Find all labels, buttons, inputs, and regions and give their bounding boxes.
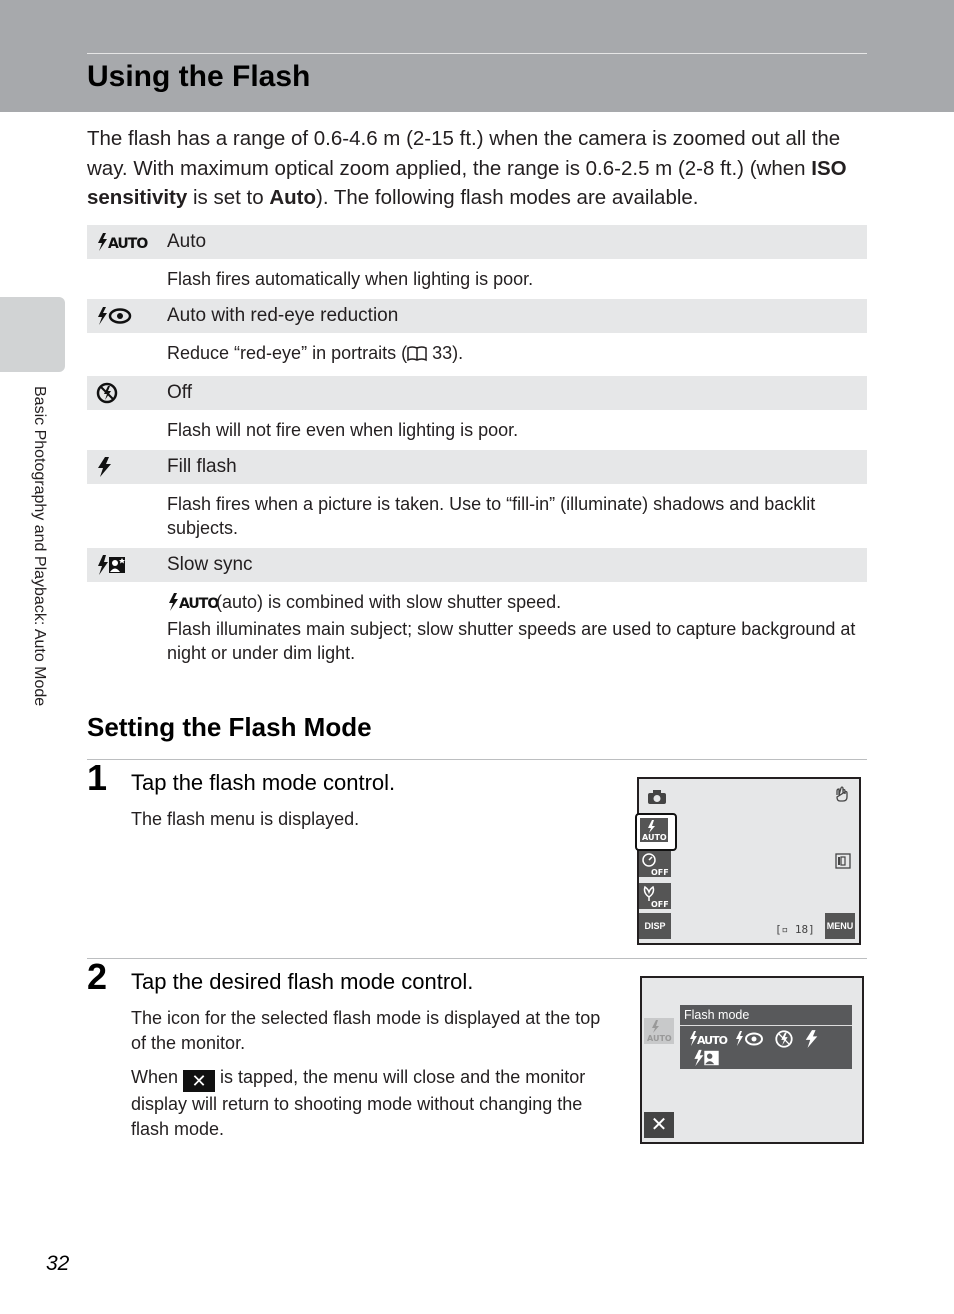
display-control[interactable]: DISP bbox=[639, 913, 671, 939]
page-title: Using the Flash bbox=[87, 60, 311, 93]
fill-flash-icon bbox=[87, 450, 167, 484]
chapter-label: Basic Photography and Playback: Auto Mode bbox=[31, 386, 48, 707]
intro-text-3: ). The following flash modes are available. bbox=[316, 186, 699, 209]
option-red-eye[interactable] bbox=[734, 1030, 764, 1053]
touch-shooting-icon bbox=[833, 785, 851, 808]
step-2-text-2 bbox=[131, 1065, 601, 1142]
mode-row-slow-sync bbox=[87, 548, 867, 582]
option-flash-off[interactable] bbox=[774, 1029, 794, 1054]
flash-auto-icon bbox=[167, 593, 219, 617]
mode-name-slow-sync: Slow sync bbox=[167, 554, 253, 575]
option-fill-flash[interactable] bbox=[804, 1029, 820, 1054]
step-1-number: 1 bbox=[87, 757, 108, 798]
flash-auto-icon bbox=[640, 818, 668, 842]
counter-bracket: ] bbox=[808, 923, 815, 936]
flash-menu-title: Flash mode bbox=[680, 1005, 852, 1026]
mode-row-auto bbox=[87, 225, 867, 259]
red-eye-desc-end: ). bbox=[452, 343, 464, 363]
mode-row-off bbox=[87, 376, 867, 410]
flash-mode-control[interactable] bbox=[635, 813, 677, 851]
flash-mode-control-faded bbox=[644, 1018, 674, 1044]
camera-screen-shooting bbox=[637, 777, 861, 945]
remaining-shots bbox=[775, 923, 815, 936]
svg-text:AUTO: AUTO bbox=[108, 236, 148, 252]
step-2-text-2b: is tapped, the menu will close and the monitor display will return to shooting mode without changing the flash mode. bbox=[131, 1067, 586, 1139]
book-ref-icon bbox=[407, 344, 427, 368]
chapter-tab bbox=[0, 297, 65, 372]
page-number: 32 bbox=[46, 1252, 70, 1275]
image-mode-icon bbox=[835, 853, 851, 874]
svg-text:AUTO: AUTO bbox=[179, 596, 219, 612]
self-timer-off-label: OFF bbox=[651, 868, 669, 877]
flash-auto-icon bbox=[644, 1018, 674, 1044]
slow-sync-icon bbox=[87, 548, 167, 582]
intro-text-2: is set to bbox=[187, 186, 270, 209]
memory-icon: [▫ bbox=[775, 923, 795, 936]
mode-desc-slow-sync bbox=[87, 582, 867, 673]
intro-bold-iso: ISO sensitivity bbox=[87, 156, 847, 209]
mode-name-red-eye: Auto with red-eye reduction bbox=[167, 305, 399, 326]
exposure-counter: 18 bbox=[794, 923, 809, 936]
camera-mode-icon bbox=[647, 789, 667, 810]
macro-control[interactable] bbox=[639, 883, 671, 909]
flash-off-icon bbox=[87, 376, 167, 410]
flash-modes-table bbox=[87, 225, 867, 673]
slow-sync-desc-line1 bbox=[167, 590, 867, 617]
flash-auto-icon bbox=[87, 225, 167, 259]
mode-desc-off: Flash will not fire even when lighting is poor. bbox=[167, 420, 519, 440]
option-auto-label: AUTO bbox=[697, 1034, 727, 1047]
intro-bold-auto: Auto bbox=[269, 186, 316, 209]
slow-sync-desc-line2: Flash illuminates main subject; slow shutter speeds are used to capture background at night or under dim light. bbox=[167, 619, 856, 663]
mode-row-fill bbox=[87, 450, 867, 484]
option-slow-sync[interactable] bbox=[692, 1049, 722, 1072]
flash-red-eye-icon bbox=[87, 299, 167, 333]
mode-desc-fill: Flash fires when a picture is taken. Use to “fill-in” (illuminate) shadows and backlit subjects. bbox=[167, 494, 816, 538]
section-title: Setting the Flash Mode bbox=[87, 712, 372, 742]
mode-name-fill: Fill flash bbox=[167, 456, 237, 477]
header-band bbox=[0, 0, 954, 112]
self-timer-off-icon bbox=[639, 851, 671, 877]
page-reference: 33 bbox=[432, 343, 453, 363]
step-1-text: The flash menu is displayed. bbox=[131, 809, 360, 829]
mode-desc-auto: Flash fires automatically when lighting is poor. bbox=[167, 269, 534, 289]
intro-paragraph bbox=[87, 124, 877, 213]
red-eye-desc-text: Reduce “red-eye” in portraits ( bbox=[167, 343, 408, 363]
slow-sync-desc-text1: (auto) is combined with slow shutter speed. bbox=[211, 592, 562, 612]
flash-mode-menu bbox=[680, 1005, 852, 1069]
mode-row-red-eye bbox=[87, 299, 867, 333]
step-1-title: Tap the flash mode control. bbox=[131, 770, 396, 795]
camera-screen-flash-menu bbox=[640, 976, 864, 1144]
mode-name-auto: Auto bbox=[167, 231, 207, 252]
self-timer-control[interactable] bbox=[639, 851, 671, 877]
macro-off-icon bbox=[639, 883, 671, 909]
step-2-text-1: The icon for the selected flash mode is displayed at the top of the monitor. bbox=[131, 1008, 601, 1053]
step-2-number: 2 bbox=[87, 956, 108, 997]
intro-text-1: The flash has a range of 0.6-4.6 m (2-15 ft.) when the camera is zoomed out all the way. With maximum optical zoom applied, the range is 0.6-2.5 m (2-8 ft.) (when bbox=[87, 127, 841, 180]
macro-off-label: OFF bbox=[651, 900, 669, 909]
menu-control[interactable]: MENU bbox=[825, 913, 855, 939]
step-2-text-2a: When bbox=[131, 1067, 184, 1087]
mode-desc-red-eye bbox=[87, 333, 867, 376]
step-divider bbox=[87, 958, 867, 959]
flash-auto-label: AUTO bbox=[642, 833, 667, 842]
close-menu-button[interactable]: ✕ bbox=[644, 1112, 674, 1138]
mode-name-off: Off bbox=[167, 382, 192, 403]
header-rule bbox=[87, 53, 867, 54]
step-2-title: Tap the desired flash mode control. bbox=[131, 969, 474, 994]
ghost-auto-label: AUTO bbox=[647, 1034, 672, 1043]
section-rule bbox=[87, 759, 867, 760]
close-icon: ✕ bbox=[183, 1070, 215, 1092]
